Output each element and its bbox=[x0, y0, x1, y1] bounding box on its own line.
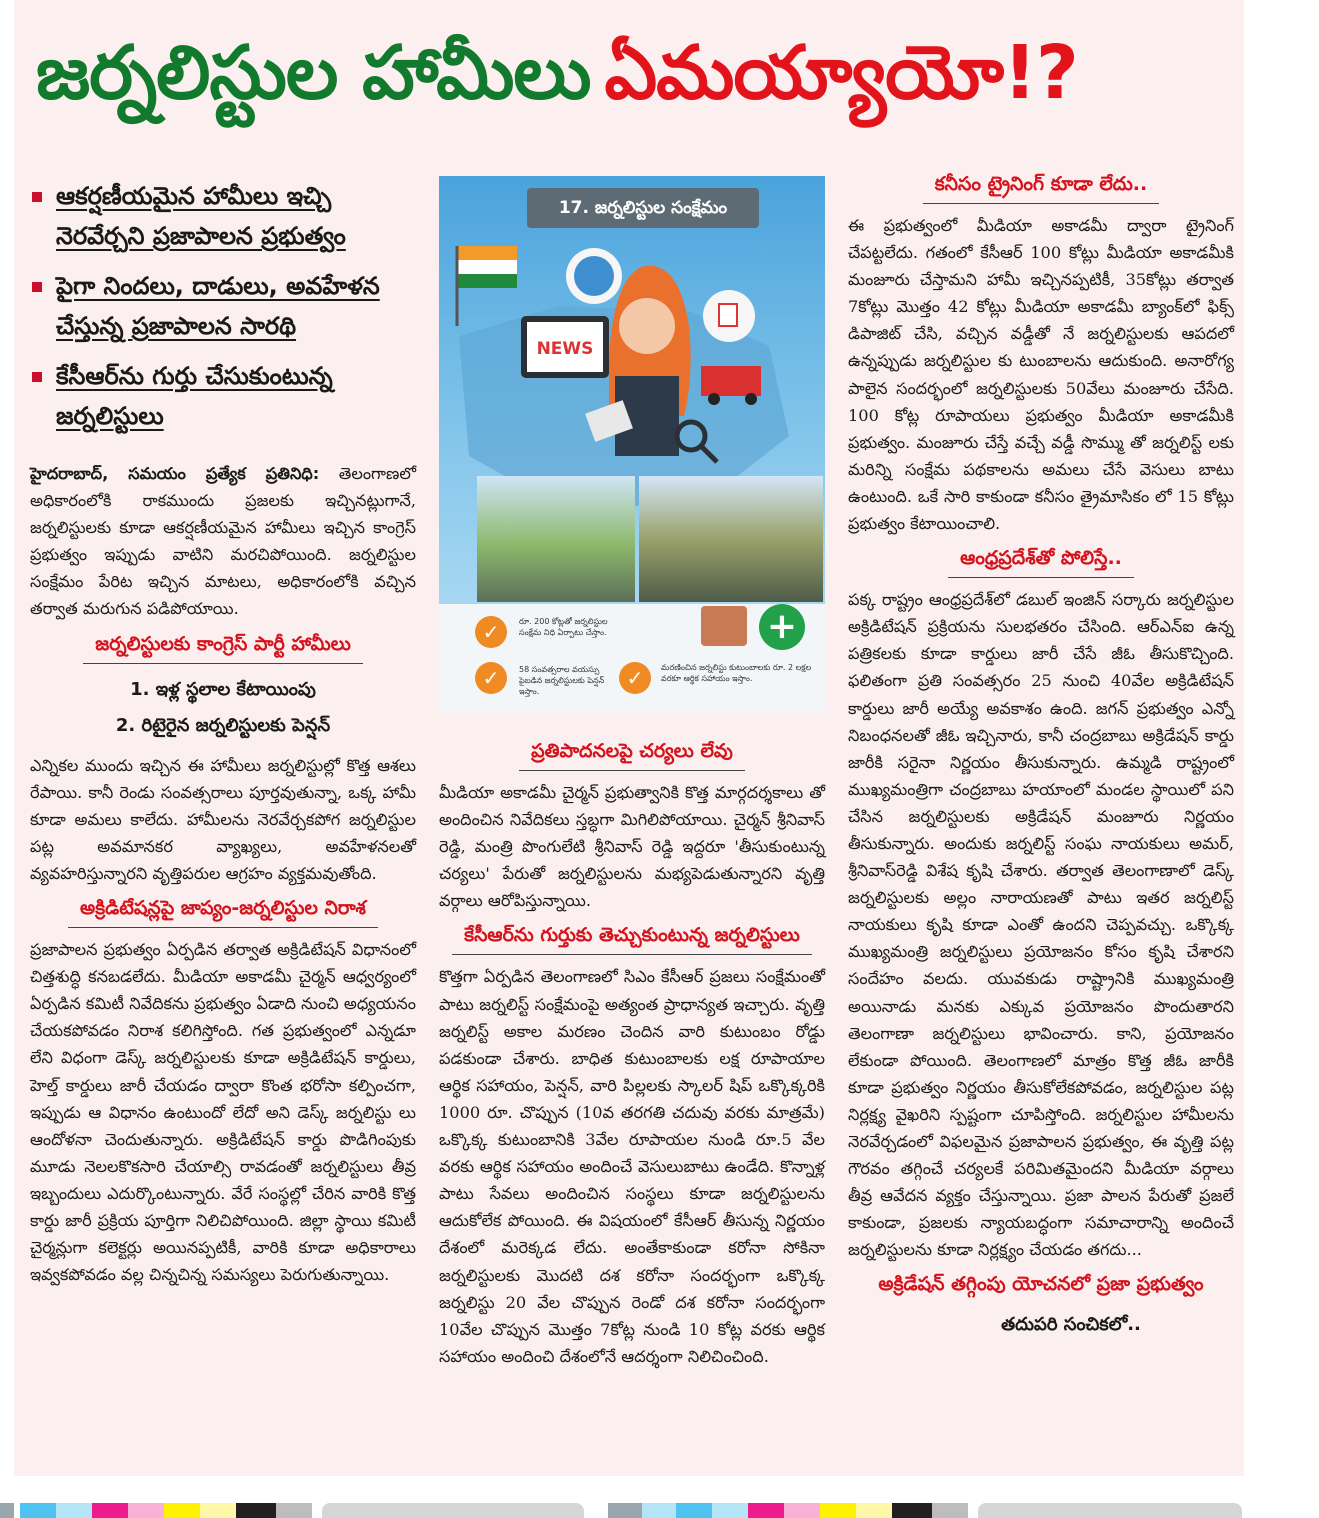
print-color-bar bbox=[236, 1503, 276, 1518]
bullet-square-icon bbox=[32, 282, 42, 292]
column-left bbox=[30, 176, 416, 1288]
flag-icon bbox=[457, 246, 517, 260]
print-color-bar bbox=[56, 1503, 92, 1518]
paragraph: ఈ ప్రభుత్వంలో మీడియా అకాడమీ ద్వారా ట్రైనింగ్ చేపట్టలేదు. గతంలో కేసీఆర్ 100 కోట్లు మీడియా అకాడమీకి మంజూరు చేస్తామని హామీ ఇచ్చినప్పటికీ, 35కోట్లు తర్వాత 7కోట్లు మొత్తం 42 కోట్లు మీడియా అకాడమీ బ్యాంక్‌లో ఫిక్స్ డిపాజిట్ చేసి, వచ్చిన వడ్డీతో నే జర్నలిస్టులకు ఆపదలో ఉన్నప్పుడు జర్నలిస్టుల కు టుంబాలను ఆదుకుంది. అనారోగ్య పాలైన సందర్భంలో జర్నలిస్టులకు 50వేలు మంజూరు చేసేది. 100 కోట్ల రూపాయలు ప్రభుత్వం మీడియా అకాడమీకి ప్రభుత్వం. మంజూరు చేస్తే వచ్చే వడ్డీ సొమ్ము తో జర్నలిస్ట్ లకు మరిన్ని సంక్షేమ పథకాలను అమలు చేసే వెసులు బాటు ఉంటుంది. ఒకే సారి కాకుండా కనీసం త్రైమాసికం లో 15 కోట్లు ప్రభుత్వం కేటాయించాలి. bbox=[848, 216, 1234, 534]
print-color-bar bbox=[608, 1503, 642, 1518]
print-color-bar bbox=[276, 1503, 312, 1518]
check-icon: ✓ bbox=[475, 662, 507, 694]
highlights bbox=[30, 176, 416, 436]
subhead-accreditation: అక్రిడిటేషన్లపై జాప్యం-జర్నలిస్టుల నిరాశ bbox=[30, 891, 416, 928]
subhead-andhra: ఆంధ్రప్రదేశ్‌తో పోలిస్తే.. bbox=[848, 541, 1234, 578]
print-color-bar bbox=[164, 1503, 200, 1518]
subhead-accreditation-reduction: అక్రిడేషన్ తగ్గింపు యోచనలో ప్రజా ప్రభుత్వం bbox=[878, 1273, 1204, 1296]
infographic-banner: 17. జర్నలిస్టుల సంక్షేమం bbox=[527, 188, 759, 228]
paragraph: మీడియా అకాడమీ చైర్మన్ ప్రభుత్వానికి కొత్త మార్గదర్శకాలు తో అందించిన నివేదికలు స్తబ్ధగా మిగిలిపోయాయి. చైర్మన్ శ్రీనివాస్ రెడ్డి, మంత్రి పొంగులేటి శ్రీనివాస్ రెడ్డి ఇద్దరూ 'తీసుకుంటున్న చర్యలు' పేరుతో జర్నలిస్టులను మభ్యపెడుతున్నారని వృత్తి వర్గాలు ఆరోపిస్తున్నాయి. bbox=[439, 783, 825, 911]
subhead-kcr: కేసీఆర్‌ను గుర్తుకు తెచ్చుకుంటున్న జర్నలిస్టులు bbox=[439, 918, 825, 955]
print-color-bar bbox=[200, 1503, 236, 1518]
subhead-proposals: ప్రతిపాదనలపై చర్యలు లేవు bbox=[439, 734, 825, 771]
photo-gate bbox=[639, 476, 823, 602]
highlight-item: ఆకర్షణీయమైన హామీలు ఇచ్చి నెరవేర్చని ప్రజాపాలన ప్రభుత్వం bbox=[30, 176, 416, 256]
print-color-bar bbox=[0, 1503, 14, 1518]
highlight-item: పైగా నిందలు, దాడులు, అవహేళన చేస్తున్న ప్రజాపాలన సారథి bbox=[30, 266, 416, 346]
reporter-avatar bbox=[619, 298, 675, 354]
highlight-item: కేసీఆర్‌ను గుర్తు చేసుకుంటున్న జర్నలిస్టులు bbox=[30, 356, 416, 436]
infographic-caption: రూ. 200 కోట్లతో జర్నలిస్టుల సంక్షేమ నిధి ఏర్పాటు చేస్తాం. bbox=[519, 617, 608, 637]
van-icon bbox=[701, 366, 761, 396]
print-color-bar bbox=[92, 1503, 128, 1518]
print-color-bar bbox=[642, 1503, 676, 1518]
column-middle bbox=[439, 730, 825, 1370]
print-color-bar bbox=[892, 1503, 932, 1518]
print-color-bar bbox=[20, 1503, 56, 1518]
paragraph: ప్రజాపాలన ప్రభుత్వం ఏర్పడిన తర్వాత అక్రిడిటేషన్ విధానంలో చిత్తశుద్ధి కనబడలేదు. మీడియా అకాడమీ చైర్మన్ ఆధ్వర్యంలో ఏర్పడిన కమిటీ నివేదికను ప్రభుత్వం ఏడాది నుంచి అధ్యయనం చేయకపోవడం నిరాశ కలిగిస్తోంది. గత ప్రభుత్వంలో ఎన్నడూ లేని విధంగా డెస్క్ జర్నలిస్టులకు కూడా అక్రిడిటేషన్ కార్డులు, హెల్త్ కార్డులు జారీ చేయడం ద్వారా కొంత భరోసా కల్పించగా, ఇప్పుడు ఆ విధానం ఉంటుందో లేదో అని డెస్క్ జర్నలిస్టు లు ఆందోళనా చెందుతున్నారు. అక్రిడిటేషన్ కార్డు పొడిగింపుకు మూడు నెలలకొకసారి చేయాల్సి రావడంతో జర్నలిస్టులు తీవ్ర ఇబ్బందులు ఎదుర్కొంటున్నారు. వేరే సంస్థల్లో చేరిన వారికి కొత్త కార్డు జారీ ప్రక్రియ పూర్తిగా నిలిచిపోయింది. జిల్లా స్థాయి కమిటీ చైర్మన్లుగా కలెక్టర్లు అయినప్పటికీ, వారికి కూడా అధికారాలు ఇవ్వకపోవడం వల్ల చిన్నచిన్న సమస్యలు పెరుగుతున్నాయి. bbox=[30, 940, 416, 1285]
print-color-bar bbox=[712, 1503, 748, 1518]
print-color-bar bbox=[978, 1503, 1242, 1518]
print-color-bar bbox=[748, 1503, 784, 1518]
infographic-caption: 58 సంవత్సరాల వయస్సు పైబడిన జర్నలిస్టులకు పెన్షన్ ఇస్తాం. bbox=[519, 665, 605, 696]
print-color-bar bbox=[676, 1503, 712, 1518]
page-headline bbox=[14, 18, 1244, 128]
print-color-bar bbox=[784, 1503, 820, 1518]
infographic-caption: మరణించిన జర్నలిస్టు కుటుంబాలకు రూ. 2 లక్షల వరకూ ఆర్థిక సహాయం ఇస్తాం. bbox=[661, 663, 812, 683]
subhead-congress-promises: జర్నలిస్టులకు కాంగ్రెస్ పార్టీ హామీలు bbox=[30, 627, 416, 664]
plus-icon: + bbox=[759, 604, 805, 650]
journalist-illustration bbox=[439, 216, 825, 516]
print-color-bar bbox=[322, 1503, 584, 1518]
paragraph: ఎన్నికల ముందు ఇచ్చిన ఈ హామీలు జర్నలిస్టుల్లో కొత్త ఆశలు రేపాయి. కానీ రెండు సంవత్సరాలు పూర్తవుతున్నా, ఒక్క హామీ కూడా అమలు కాలేదు. హామీలను నెరవేర్చకపోగ జర్నలిస్టుల పట్ల అవమానకర వ్యాఖ్యలు, అవహేళనలతో వ్యవహరిస్తున్నారని వృత్తిపరుల ఆగ్రహం వ్యక్తమవుతోంది. bbox=[30, 755, 416, 883]
promise-2: 2. రిటైరైన జర్నలిస్టులకు పెన్షన్ bbox=[115, 714, 331, 736]
photo-road bbox=[477, 476, 635, 602]
column-right bbox=[848, 163, 1234, 1341]
intro-paragraph: హైదరాబాద్, సమయం ప్రత్యేక ప్రతినిధి: తెలంగాణలో అధికారంలోకి రాకముందు ప్రజలకు ఇచ్చినట్లుగానే, జర్నలిస్టులకు కూడా ఆకర్షణీయమైన హామీలు ఇచ్చిన కాంగ్రెస్ ప్రభుత్వం ఇప్పుడు వాటిని మరచిపోయింది. జర్నలిస్టుల సంక్షేమం పేరిట ఇచ్చిన మాటలు, అధికారంలోకి వచ్చిన తర్వాత మరుగున పడిపోయాయి. bbox=[30, 464, 416, 619]
paragraph: పక్క రాష్ట్రం ఆంధ్రప్రదేశ్‌లో డబుల్ ఇంజిన్ సర్కారు జర్నలిస్టుల అక్రిడిటేషన్ ప్రక్రియను సులభతరం చేసింది. ఆర్ఎన్ఐ ఉన్న పత్రికలకు కూడా కార్డులు జారీ చేసే జీఓ తీసుకొచ్చింది. ఫలితంగా ప్రతి సంవత్సరం 25 నుంచి 40వేల అక్రిడిటేషన్ కార్డులు జారీ అయ్యే అవకాశం ఉంది. జగన్ ప్రభుత్వం ఎన్నో నిబంధనలతో జీఓ ఇచ్చినారు, కానీ చంద్రబాబు అక్రిడేషన్ కార్డు జారీకి సరైనా నిర్ణయం తీసుకున్నారు. ఉమ్మడి రాష్ట్రంలో ముఖ్యమంత్రిగా చంద్రబాబు హయాంలో మండల స్థాయిలో పని చేసిన జర్నలిస్టులకు అక్రిడేషన్ మంజూరు నిర్ణయం తీసుకున్నారు. అందుకు జర్నలిస్ట్ సంఘ నాయకులు అమర్, శ్రీనివాస్‌రెడ్డి విశేష కృషి చేశారు. తర్వాత తెలంగాణాలో డెస్క్ జర్నలిస్టులకు అల్లం నారాయణతో పాటు ఇతర జర్నలిస్ట్ నాయకులు కృషి కూడా ఎంతో ఉందని చెప్పవచ్చు. ఒక్కొక్క ముఖ్యమంత్రి జర్నలిస్టులు ప్రయోజనం కోసం కృషి చేశారని సందేహం వలదు. యువకుడు రాష్ట్రానికి ముఖ్యమంత్రి అయినాడు మనకు ఎక్కువ ప్రయోజనం పొందుతారని తెలంగాణా జర్నలిస్టులు భావించారు. కాని, ప్రయోజనం లేకుండా పోయింది. తెలంగాణలో మాత్రం కొత్త జీఓ జారీకి కూడా ప్రభుత్వం నిర్ణయం తీసుకోలేకపోవడం, జర్నలిస్టుల పట్ల నిర్లక్ష్య వైఖరిని స్పష్టంగా చూపిస్తోంది. జర్నలిస్టుల హామీలను నెరవేర్చడంలో విఫలమైన ప్రజాపాలన ప్రభుత్వం, ఈ వృత్తి పట్ల గౌరవం తగ్గించే చర్యలకే పరిమితమైందని మీడియా వర్గాలు తీవ్ర ఆవేదన వ్యక్తం చేస్తున్నాయి. ప్రజా పాలన పేరుతో ప్రజలే కాకుండా, ప్రజలకు న్యాయబద్ధంగా సమాచారాన్ని అందించే జర్నలిస్టులను కూడా నిర్లక్ష్యం చేయడం తగదు... bbox=[848, 590, 1234, 1260]
print-color-bar bbox=[128, 1503, 164, 1518]
subhead-training: కనీసం ట్రైనింగ్ కూడా లేదు.. bbox=[848, 167, 1234, 204]
paragraph: కొత్తగా ఏర్పడిన తెలంగాణలో సిఎం కేసీఆర్ ప్రజలు సంక్షేమంతో పాటు జర్నలిస్ట్ సంక్షేమంపై అత్యంత ప్రాధాన్యత ఇచ్చారు. వృత్తి జర్నలిస్ట్ అకాల మరణం చెందిన వారి కుటుంబం రోడ్డు పడకుండా చేశారు. బాధిత కుటుంబాలకు లక్ష రూపాయాల ఆర్థిక సహాయం, పెన్షన్, వారి పిల్లలకు స్కాలర్ షిప్ ఒక్కొక్కరికి 1000 రూ. చొప్పున (10వ తరగతి చదువు వరకు మాత్రమే) ఒక్కొక్క కుటుంబానికి 3వేల రూపాయల నుండి రూ.5 వేల వరకు ఆర్థిక సహాయం అందించే వెసులుబాటు ఉండేది. కొన్నాళ్ల పాటు సేవలు అందించిన సంస్థలు కూడా జర్నలిస్టులను ఆదుకోలేక పోయింది. ఈ విషయంలో కేసీఆర్ తీసున్న నిర్ణయం దేశంలో మరెక్కడ లేదు. అంతేకాకుండా కరోనా సోకినా జర్నలిస్టులకు మొదటి దశ కరోనా సందర్భంగా ఒక్కొక్క జర్నలిస్టు 20 వేల చొప్పున రెండో దశ కరోనా సందర్భంగా 10వేల చొప్పున మొత్తం 7కోట్ల నుండి 10 కోట్ల వరకు ఆర్థిక సహాయం అందించి దేశంలోనే ఆదర్శంగా నిలిచించింది. bbox=[439, 967, 825, 1366]
dateline: హైదరాబాద్, సమయం ప్రత్యేక ప్రతినిధి: bbox=[30, 464, 320, 483]
bullet-square-icon bbox=[32, 372, 42, 382]
print-color-bar bbox=[820, 1503, 856, 1518]
infographic bbox=[439, 176, 825, 712]
money-icon bbox=[701, 606, 747, 646]
promise-1: 1. ఇళ్ల స్థలాల కేటాయింపు bbox=[130, 678, 316, 700]
print-color-bar bbox=[856, 1503, 892, 1518]
headline-part1: జర్నలిస్టుల హామీలు bbox=[36, 30, 591, 116]
headline-part2: ఏమయ్యాయో!? bbox=[604, 30, 1078, 116]
continued-note: తదుపరి సంచికలో.. bbox=[1001, 1314, 1141, 1336]
bullet-square-icon bbox=[32, 192, 42, 202]
infographic-promises bbox=[439, 604, 825, 712]
check-icon: ✓ bbox=[475, 616, 507, 648]
check-icon: ✓ bbox=[619, 662, 651, 694]
news-label: NEWS bbox=[536, 339, 594, 359]
print-color-bar bbox=[932, 1503, 968, 1518]
